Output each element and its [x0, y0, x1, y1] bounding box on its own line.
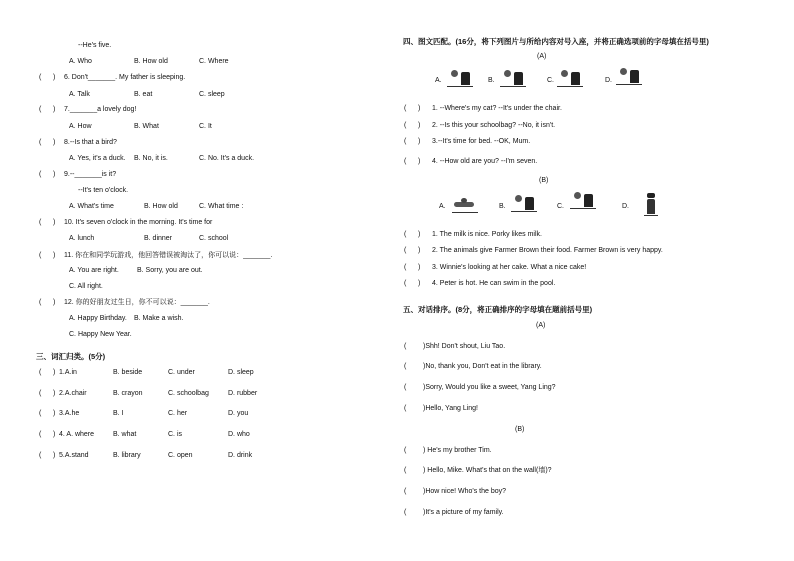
- vocab-c: C. open: [168, 452, 193, 459]
- bedtime-picture-icon: [557, 68, 583, 87]
- vocab-b: B. library: [113, 452, 141, 459]
- section5-title: 五、对话排序。(8分，将正确排序的字母填在题前括号里): [403, 305, 593, 314]
- vocab-bracket: ( ): [39, 369, 56, 376]
- q9-option-a: A. What's time: [69, 203, 114, 210]
- part-a-item-2: 2. --Is this your schoolbag? --No, it isn't.: [432, 122, 556, 129]
- cake-picture-icon: [511, 193, 537, 212]
- q12-option-a: A. Happy Birthday.: [69, 315, 127, 322]
- vocab-a: 5.A.stand: [59, 452, 89, 459]
- q8-option-c: C. No. It's a duck.: [199, 155, 255, 162]
- dialog-a-bracket: (: [404, 384, 407, 391]
- b1-bracket: ( ): [404, 231, 421, 238]
- q10-option-b: B. dinner: [144, 235, 173, 242]
- q8-stem: 8.--Is that a bird?: [64, 139, 117, 146]
- q6-option-a: A. Talk: [69, 91, 90, 98]
- cat-chair-picture-icon: [616, 66, 642, 85]
- b2-bracket: ( ): [404, 247, 421, 254]
- q8-option-b: B. No, it is.: [134, 155, 168, 162]
- q6-stem: 6. Don't_______. My father is sleeping.: [64, 74, 186, 81]
- part-b-item-3: 3. Winnie's looking at her cake. What a nice cake!: [432, 264, 587, 271]
- vocab-c: C. her: [168, 410, 188, 417]
- schoolbag-picture-icon: [500, 68, 526, 87]
- part-a-label: (A): [537, 53, 547, 60]
- a2-bracket: ( ): [404, 122, 421, 129]
- dialog-b-line-3: )How nice! Who's the boy?: [423, 488, 507, 495]
- q10-stem: 10. It's seven o'clock in the morning. It's time for: [64, 219, 213, 226]
- vocab-a: 3.A.he: [59, 410, 80, 417]
- dialog-a-bracket: (: [404, 343, 407, 350]
- vocab-c: C. is: [168, 431, 182, 438]
- vocab-d: D. rubber: [228, 390, 258, 397]
- dialog-b-bracket: (: [404, 447, 407, 454]
- vocab-a: 2.A.chair: [59, 390, 87, 397]
- vocab-c: C. schoolbag: [168, 390, 209, 397]
- q10-option-c: C. school: [199, 235, 229, 242]
- pic-b-a-letter: A.: [439, 203, 446, 210]
- a1-bracket: ( ): [404, 105, 421, 112]
- vocab-b: B. crayon: [113, 390, 143, 397]
- q11-bracket: ( ): [39, 252, 56, 259]
- q5-answer: --He's five.: [78, 42, 112, 49]
- swimming-picture-icon: [452, 194, 478, 213]
- family-picture-icon: [447, 68, 473, 87]
- q6-option-b: B. eat: [134, 91, 153, 98]
- vocab-bracket: ( ): [39, 431, 56, 438]
- vocab-bracket: ( ): [39, 390, 56, 397]
- vocab-bracket: ( ): [39, 452, 56, 459]
- pic-b-letter: B.: [488, 77, 495, 84]
- q5-option-c: C. Where: [199, 58, 229, 65]
- vocab-b: B. beside: [113, 369, 143, 376]
- q11-option-a: A. You are right.: [69, 267, 119, 274]
- q5-option-b: B. How old: [134, 58, 168, 65]
- dialog-b-line-1: ) He's my brother Tim.: [423, 447, 492, 454]
- part-b-label: (B): [539, 177, 549, 184]
- pic-b-b-letter: B.: [499, 203, 506, 210]
- q10-option-a: A. lunch: [69, 235, 95, 242]
- b4-bracket: ( ): [404, 280, 421, 287]
- a4-bracket: ( ): [404, 158, 421, 165]
- pic-b-d-letter: D.: [622, 203, 629, 210]
- pic-a-letter: A.: [435, 77, 442, 84]
- pic-b-c-letter: C.: [557, 203, 564, 210]
- pig-picture-icon: [644, 193, 658, 216]
- dialog-b-bracket: (: [404, 467, 407, 474]
- q9-answer: --It's ten o'clock.: [78, 187, 129, 194]
- q5-option-a: A. Who: [69, 58, 92, 65]
- q6-option-c: C. sleep: [199, 91, 225, 98]
- vocab-c: C. under: [168, 369, 195, 376]
- dialog-a-line-2: )No, thank you, Don't eat in the library.: [423, 363, 542, 370]
- a3-bracket: ( ): [404, 138, 421, 145]
- q9-stem: 9.--_______is it?: [64, 171, 117, 178]
- q12-option-b: B. Make a wish.: [134, 315, 184, 322]
- dialog-a-line-1: )Shh! Don't shout, Liu Tao.: [423, 343, 506, 350]
- vocab-bracket: ( ): [39, 410, 56, 417]
- q10-bracket: ( ): [39, 219, 56, 226]
- dialog-a-line-3: )Sorry, Would you like a sweet, Yang Ling?: [423, 384, 556, 391]
- q7-option-a: A. How: [69, 123, 92, 130]
- q11-stem: 11. 你在和同学玩游戏，他回答错误被淘汰了，你可以说：_______.: [64, 252, 273, 259]
- q11-option-c: C. All right.: [69, 283, 103, 290]
- dialog-b-line-2: ) Hello, Mike. What's that on the wall(墙)?: [423, 467, 552, 474]
- q7-option-c: C. It: [199, 123, 212, 130]
- q8-option-a: A. Yes, it's a duck.: [69, 155, 126, 162]
- q6-bracket: ( ): [39, 74, 56, 81]
- vocab-a: 4. A. where: [59, 431, 95, 438]
- dialog-b-bracket: (: [404, 488, 407, 495]
- q12-option-c: C. Happy New Year.: [69, 331, 132, 338]
- dialog-a-label: (A): [536, 322, 546, 329]
- q7-stem: 7._______a lovely dog!: [64, 106, 137, 113]
- vocab-d: D. sleep: [228, 369, 254, 376]
- part-a-item-1: 1. --Where's my cat? --It's under the chair.: [432, 105, 562, 112]
- q9-option-c: C. What time :: [199, 203, 244, 210]
- q11-option-b: B. Sorry, you are out.: [137, 267, 203, 274]
- q12-bracket: ( ): [39, 299, 56, 306]
- vocab-d: D. drink: [228, 452, 253, 459]
- part-a-item-3: 3.--It's time for bed. --OK, Mum.: [432, 138, 531, 145]
- farm-animals-picture-icon: [570, 190, 596, 209]
- vocab-d: D. who: [228, 431, 250, 438]
- dialog-a-line-4: )Hello, Yang Ling!: [423, 405, 478, 412]
- pic-c-letter: C.: [547, 77, 554, 84]
- q7-bracket: ( ): [39, 106, 56, 113]
- dialog-a-bracket: (: [404, 405, 407, 412]
- vocab-a: 1.A.in: [59, 369, 77, 376]
- section4-title: 四、图文匹配。(16分，将下列图片与所给内容对号入座，并将正确选项前的字母填在括号里): [403, 37, 709, 46]
- part-b-item-1: 1. The milk is nice. Porky likes milk.: [432, 231, 542, 238]
- vocab-b: B. what: [113, 431, 137, 438]
- vocab-d: D. you: [228, 410, 249, 417]
- q7-option-b: B. What: [134, 123, 159, 130]
- dialog-b-label: (B): [515, 426, 525, 433]
- pic-d-letter: D.: [605, 77, 612, 84]
- dialog-b-bracket: (: [404, 509, 407, 516]
- vocab-b: B. I: [113, 410, 124, 417]
- q9-bracket: ( ): [39, 171, 56, 178]
- q12-stem: 12. 你的好朋友过生日，你不可以说：_______.: [64, 299, 210, 306]
- part-a-item-4: 4. --How old are you? --I'm seven.: [432, 158, 538, 165]
- q9-option-b: B. How old: [144, 203, 178, 210]
- dialog-b-line-4: )It's a picture of my family.: [423, 509, 504, 516]
- b3-bracket: ( ): [404, 264, 421, 271]
- dialog-a-bracket: (: [404, 363, 407, 370]
- q8-bracket: ( ): [39, 139, 56, 146]
- part-b-item-2: 2. The animals give Farmer Brown their food. Farmer Brown is very happy.: [432, 247, 663, 254]
- section3-title: 三、词汇归类。(5分): [36, 352, 106, 361]
- part-b-item-4: 4. Peter is hot. He can swim in the pool.: [432, 280, 556, 287]
